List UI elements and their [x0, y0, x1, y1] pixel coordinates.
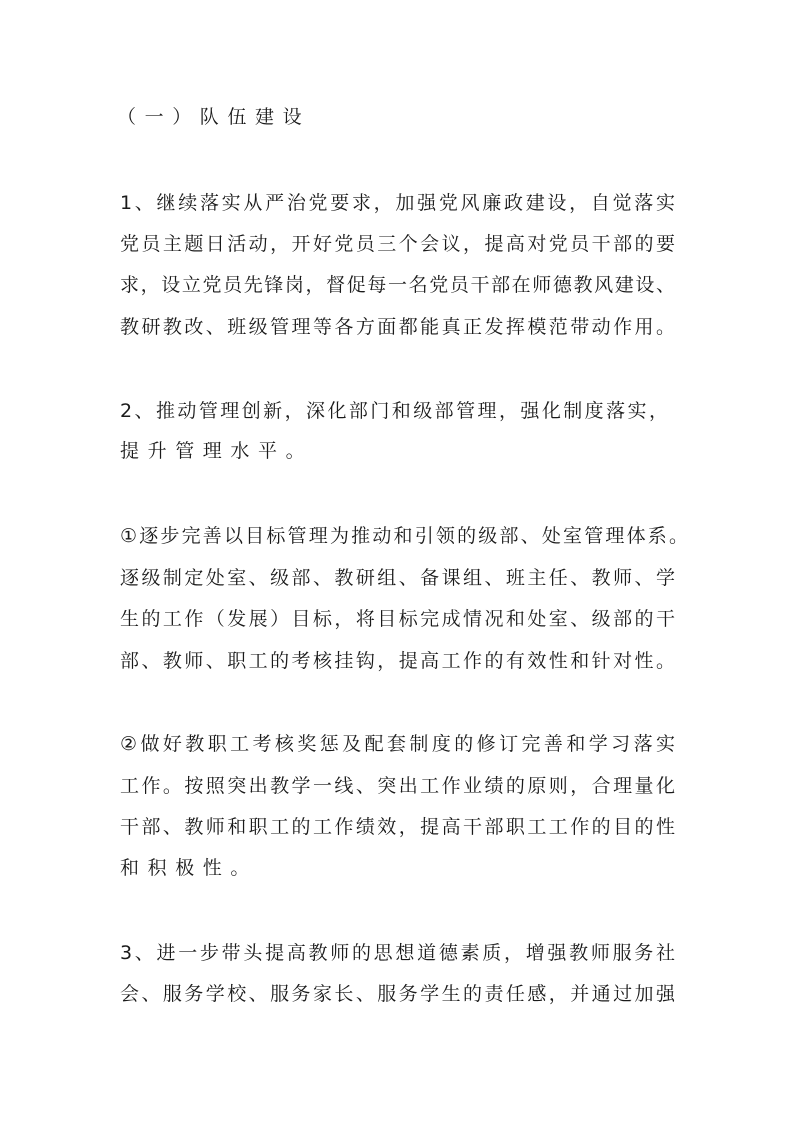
text-line: 逐级制定处室、级部、教研组、备课组、班主任、教师、学 — [120, 567, 675, 589]
section-heading: （一）队伍建设 — [117, 106, 311, 128]
text-line: 和积极性。 — [120, 857, 259, 879]
text-line: 会、服务学校、服务家长、服务学生的责任感，并通过加强 — [120, 983, 675, 1005]
text-line: ②做好教职工考核奖惩及配套制度的修订完善和学习落实 — [120, 733, 675, 755]
text-line: 干部、教师和职工的工作绩效，提高干部职工工作的目的性 — [120, 816, 675, 838]
text-line: ①逐步完善以目标管理为推动和引领的级部、处室管理体系。 — [120, 525, 688, 547]
text-line: 1、继续落实从严治党要求，加强党风廉政建设，自觉落实 — [120, 192, 675, 214]
text-line: 2、推动管理创新，深化部门和级部管理，强化制度落实， — [120, 400, 668, 422]
text-line: 生的工作（发展）目标，将目标完成情况和处室、级部的干 — [120, 608, 675, 630]
text-line: 求，设立党员先锋岗，督促每一名党员干部在师德教风建设、 — [120, 274, 675, 296]
text-line: 提升管理水平。 — [120, 440, 314, 462]
text-line: 部、教师、职工的考核挂钩，提高工作的有效性和针对性。 — [120, 650, 675, 672]
text-line: 党员主题日活动，开好党员三个会议，提高对党员干部的要 — [120, 233, 675, 255]
text-line: 工作。按照突出教学一线、突出工作业绩的原则，合理量化 — [120, 775, 675, 797]
text-line: 教研教改、班级管理等各方面都能真正发挥模范带动作用。 — [120, 316, 675, 338]
text-line: 3、进一步带头提高教师的思想道德素质，增强教师服务社 — [120, 942, 675, 964]
